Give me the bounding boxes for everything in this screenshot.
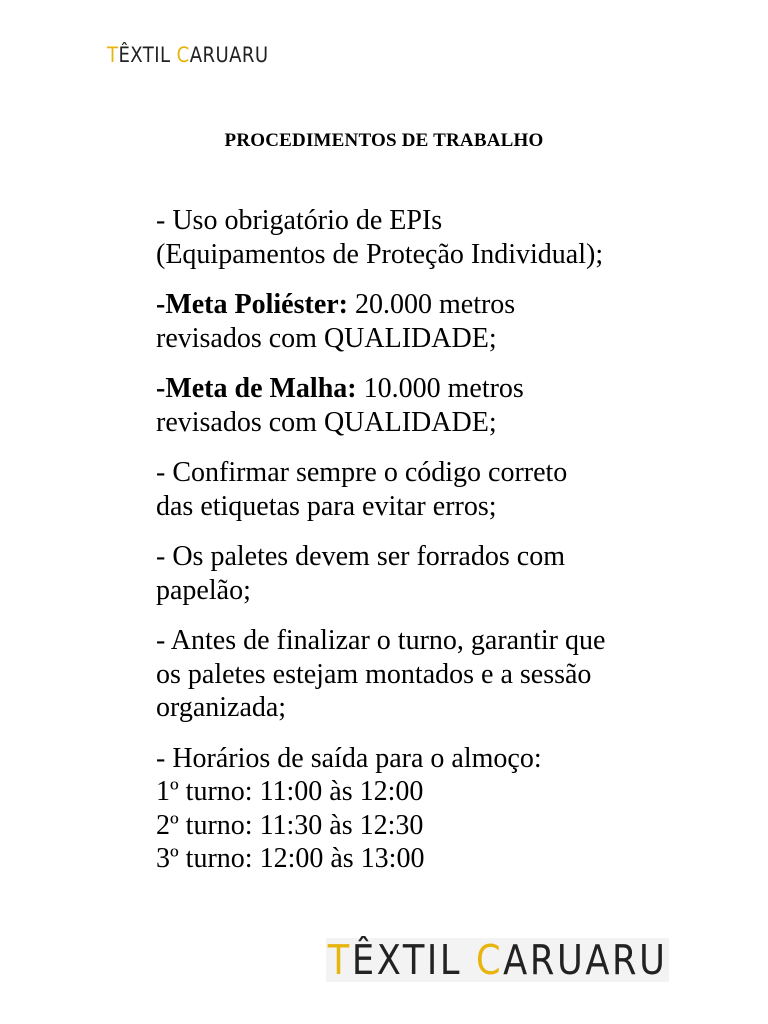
procedure-item-meta-poliester (156, 288, 696, 355)
procedure-item-meta-malha (156, 372, 696, 439)
procedure-item-finalizar-turno (156, 624, 696, 725)
logo-initial-c: C (475, 936, 504, 984)
logo-initial-t: T (107, 43, 119, 67)
procedure-line: - Uso obrigatório de EPIs (156, 205, 443, 236)
procedure-item-epi (156, 204, 696, 271)
procedure-line (156, 372, 696, 406)
procedure-line: os paletes estejam montados e a sessão (156, 658, 592, 690)
procedure-line: - Confirmar sempre o código correto (156, 457, 568, 488)
procedure-line: - Antes de finalizar o turno, garantir que (156, 625, 606, 656)
procedure-line: (Equipamentos de Proteção Individual); (156, 238, 604, 270)
procedure-line: - Os paletes devem ser forrados com (156, 541, 565, 572)
procedure-item-etiquetas (156, 456, 696, 523)
lunch-shift-1: 1º turno: 11:00 às 12:00 (156, 776, 424, 807)
procedure-item-paletes (156, 540, 696, 607)
meta-malha-value: 10.000 metros (356, 373, 524, 404)
procedure-line: revisados com QUALIDADE; (156, 322, 497, 354)
lunch-shift-2: 2º turno: 11:30 às 12:30 (156, 809, 424, 841)
procedure-item-horarios-almoco (156, 742, 696, 876)
company-logo-top (107, 40, 269, 70)
logo-word-caruaru: ARUARU (503, 936, 668, 984)
lunch-shift-3: 3º turno: 12:00 às 13:00 (156, 843, 425, 874)
logo-word-textil: ÊXTIL (351, 936, 463, 984)
meta-poliester-label: -Meta Poliéster: (156, 289, 348, 320)
procedure-line (156, 288, 696, 322)
meta-poliester-value: 20.000 metros (348, 289, 516, 320)
document-title: PROCEDIMENTOS DE TRABALHO (224, 130, 544, 151)
company-logo-bottom (326, 938, 669, 982)
logo-word-textil: ÊXTIL (118, 43, 171, 67)
logo-initial-c: C (176, 43, 190, 67)
meta-malha-label: -Meta de Malha: (156, 373, 357, 404)
procedure-line: - Horários de saída para o almoço: (156, 742, 542, 774)
procedure-line: revisados com QUALIDADE; (156, 406, 497, 438)
logo-initial-t: T (327, 936, 352, 984)
procedure-line: organizada; (156, 692, 287, 723)
procedures-list (156, 204, 696, 893)
procedure-line: papelão; (156, 574, 251, 606)
logo-word-caruaru: ARUARU (189, 43, 269, 67)
procedure-line: das etiquetas para evitar erros; (156, 490, 497, 522)
